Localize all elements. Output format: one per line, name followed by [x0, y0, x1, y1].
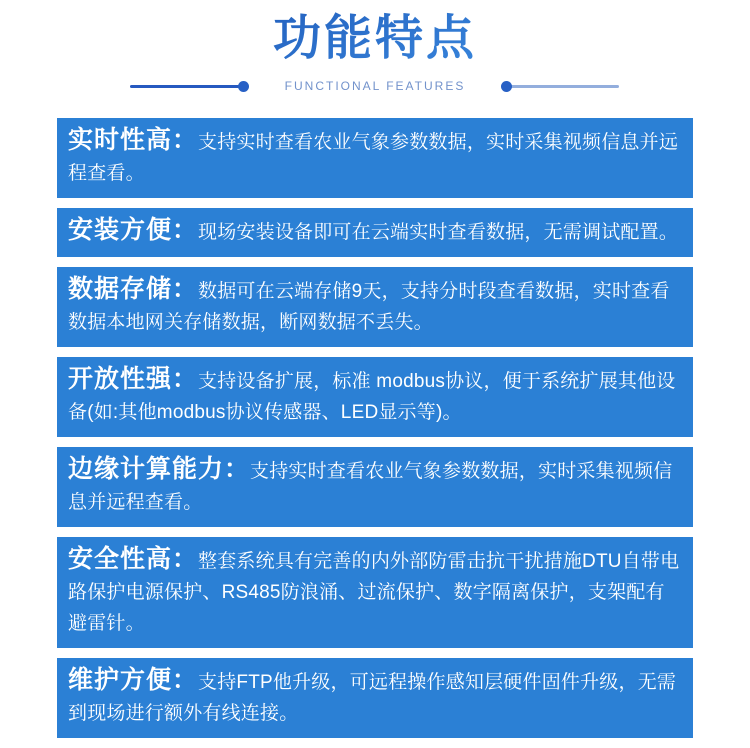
feature-label: 实时性高： [68, 126, 199, 154]
feature-text: 支持实时查看农业气象参数数据，实时采集视频信息并远程查看。 [68, 461, 673, 513]
feature-list [0, 118, 750, 738]
left-divider-line [130, 85, 244, 88]
feature-text: 支持实时查看农业气象参数数据，实时采集视频信息并远程查看。 [68, 132, 679, 184]
left-divider-dot-icon [238, 81, 249, 92]
page-title: 功能特点 [0, 12, 750, 66]
feature-card [57, 537, 693, 648]
right-divider-line [506, 85, 619, 88]
feature-text: 现场安装设备即可在云端实时查看数据，无需调试配置。 [198, 222, 679, 243]
feature-card [57, 357, 693, 437]
feature-label: 边缘计算能力： [68, 455, 251, 483]
feature-card [57, 658, 693, 738]
feature-card [57, 208, 693, 257]
feature-text: 支持FTP他升级，可远程操作感知层硬件固件升级，无需到现场进行额外有线连接。 [68, 672, 677, 724]
feature-text: 数据可在云端存储9天，支持分时段查看数据，实时查看数据本地网关存储数据，断网数据不丢失。 [68, 281, 670, 333]
feature-card [57, 447, 693, 527]
feature-label: 安装方便： [68, 216, 199, 244]
feature-text: 整套系统具有完善的内外部防雷击抗干扰措施DTU自带电路保护电源保护、RS485防浪涌、过流保护、数字隔离保护，支架配有避雷针。 [68, 551, 680, 634]
page-subtitle: FUNCTIONAL FEATURES [284, 79, 466, 93]
feature-label: 数据存储： [68, 275, 199, 303]
feature-label: 维护方便： [68, 666, 199, 694]
feature-text: 支持设备扩展，标准 modbus协议，便于系统扩展其他设备(如:其他modbus协议传感器、LED显示等)。 [68, 371, 676, 423]
subtitle-row [0, 74, 750, 98]
header [0, 0, 750, 118]
right-divider-dot-icon [501, 81, 512, 92]
feature-card [57, 267, 693, 347]
feature-label: 安全性高： [68, 545, 199, 573]
feature-card [57, 118, 693, 198]
feature-label: 开放性强： [68, 365, 199, 393]
